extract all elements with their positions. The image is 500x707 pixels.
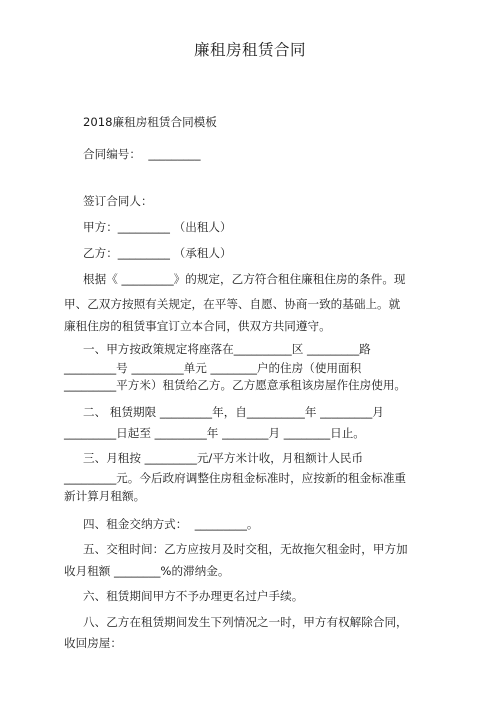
preamble-line-1: 根据《 _________》的规定，乙方符合租住廉租住房的条件。现	[83, 272, 406, 286]
party-b-line: 乙方：_________ （承租人）	[83, 246, 232, 260]
clause-3-line-2: _________元。今后政府调整住房租金标准时，应按新的租金标准重	[64, 471, 407, 485]
clause-3-line-1: 三、月租按 _________元/平方米计收，月租额计人民币	[83, 451, 364, 465]
signatories-heading: 签订合同人：	[83, 194, 153, 208]
clause-1-line-3: _________平方米）租赁给乙方。乙方愿意承租该房屋作住房使用。	[64, 378, 407, 392]
clause-2-line-2: _________日起至 _________年 ________月 ________日止。	[64, 426, 365, 440]
clause-3-line-3: 新计算月租额。	[64, 489, 146, 503]
clause-2-line-1: 二、 租赁期限 _________年，自__________年 _________月	[83, 405, 384, 419]
clause-8-line-1: 八、乙方在租赁期间发生下列情况之一时，甲方有权解除合同，	[83, 615, 408, 629]
preamble-line-2: 甲、乙双方按照有关规定，在平等、自愿、协商一致的基础上。就	[64, 297, 401, 311]
clause-6-line: 六、租赁期间甲方不予办理更名过户手续。	[83, 589, 304, 603]
clause-1-line-2: _________号 _________单元 ________户的住房（使用面积	[64, 361, 362, 375]
clause-1-line-1: 一、甲方按政策规定将座落在__________区 _________路	[83, 342, 371, 356]
template-subtitle: 2018廉租房租赁合同模板	[83, 115, 217, 129]
preamble-line-3: 廉租住房的租赁事宜订立本合同，供双方共同遵守。	[64, 319, 331, 333]
clause-8-line-2: 收回房屋：	[64, 636, 122, 650]
party-a-line: 甲方：_________ （出租人）	[83, 220, 232, 234]
clause-4-line: 四、租金交纳方式： _________。	[83, 517, 259, 531]
contract-number-line: 合同编号： _________	[83, 147, 201, 161]
clause-5-line-2: 收月租额 ________%的滞纳金。	[64, 564, 230, 578]
document-title: 廉租房租赁合同	[193, 41, 306, 59]
clause-5-line-1: 五、交租时间：乙方应按月及时交租，无故拖欠租金时，甲方加	[83, 542, 408, 556]
